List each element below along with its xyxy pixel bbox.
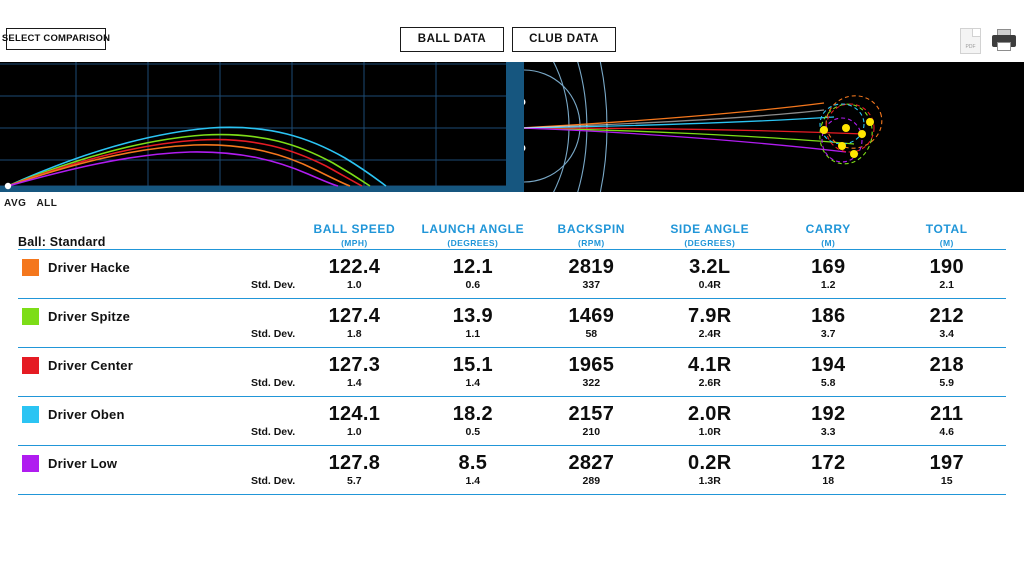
table-row[interactable] [18,446,1006,475]
club-color-swatch [22,259,39,276]
cell-backspin: 2827 [568,451,615,474]
sd-side-angle: 0.4R [698,278,721,291]
cell-ball-speed: 124.1 [328,402,381,425]
pdf-icon-label: PDF [965,44,976,50]
column-header-ball-speed-unit: (MPH) [341,238,368,248]
club-color-swatch [22,406,39,423]
sd-launch-angle: 1.4 [465,376,481,389]
cell-total: 197 [929,451,964,474]
column-header-total-name: TOTAL [925,222,968,236]
cell-carry: 172 [811,451,846,474]
cell-backspin: 2819 [568,255,615,278]
club-name: Driver Oben [48,406,125,422]
std-dev-label: Std. Dev. [250,327,296,340]
sd-side-angle: 2.4R [698,327,721,340]
cell-backspin: 2157 [568,402,615,425]
table-row-std-dev [18,426,1006,446]
table-row-std-dev [18,279,1006,299]
club-color-swatch [22,357,39,374]
top-view-svg [524,62,1024,192]
column-header-total [887,222,1006,249]
column-header-launch-angle [414,222,532,249]
column-header-total-unit: (M) [939,238,954,248]
sd-total: 15 [940,474,953,487]
column-header-side-angle-name: SIDE ANGLE [670,222,750,236]
cell-total: 211 [930,402,964,425]
column-header-side-angle-unit: (DEGREES) [684,238,736,248]
cell-side-angle: 0.2R [688,451,732,474]
tab-ball-data[interactable]: BALL DATA [400,27,504,52]
club-name: Driver Hacke [48,259,130,275]
sd-carry: 5.8 [820,376,836,389]
cell-side-angle: 4.1R [688,353,732,376]
sd-carry: 18 [822,474,835,487]
sd-backspin: 322 [582,376,601,389]
sd-backspin: 210 [582,425,601,438]
table-row[interactable] [18,348,1006,377]
column-header-side-angle [651,222,769,249]
column-header-carry-name: CARRY [805,222,851,236]
club-cell [18,348,295,377]
table-row-std-dev [18,328,1006,348]
sd-ball-speed: 1.4 [347,376,362,389]
cell-side-angle: 7.9R [688,304,732,327]
table-row[interactable] [18,397,1006,426]
cell-side-angle: 2.0R [688,402,732,425]
sd-backspin: 337 [582,278,601,291]
sd-total: 3.4 [939,327,955,340]
tab-club-data[interactable]: CLUB DATA [512,27,616,52]
legend-avg[interactable]: AVG [4,197,27,209]
club-color-swatch [22,455,39,472]
column-header-ball-speed-name: BALL SPEED [313,222,396,236]
cell-ball-speed: 127.4 [328,304,381,327]
table-row[interactable] [18,250,1006,279]
cell-carry: 192 [811,402,846,425]
stats-table-container [0,222,1024,495]
sd-launch-angle: 1.1 [465,327,481,340]
sd-ball-speed: 1.0 [347,425,362,438]
std-dev-label: Std. Dev. [250,474,296,487]
column-header-ball-speed [295,222,413,249]
cell-carry: 169 [811,255,846,278]
sd-carry: 3.3 [820,425,836,438]
column-header-backspin-name: BACKSPIN [557,222,626,236]
sd-side-angle: 1.3R [698,474,721,487]
sd-carry: 3.7 [820,327,836,340]
top-view-panel[interactable] [524,62,1024,192]
column-header-carry-unit: (M) [821,238,836,248]
cell-ball-speed: 127.3 [328,353,381,376]
cell-launch-angle: 8.5 [458,451,488,474]
cell-total: 190 [929,255,964,278]
cell-launch-angle: 15.1 [452,353,493,376]
cell-total: 212 [929,304,964,327]
cell-side-angle: 3.2L [689,255,731,278]
std-dev-label: Std. Dev. [250,376,296,389]
cell-launch-angle: 12.1 [452,255,493,278]
column-header-launch-angle-unit: (DEGREES) [447,238,499,248]
side-view-panel[interactable] [0,62,524,192]
sd-side-angle: 2.6R [698,376,721,389]
legend-all[interactable]: ALL [36,197,58,209]
cell-ball-speed: 122.4 [328,255,381,278]
table-row-std-dev [18,475,1006,495]
cell-launch-angle: 18.2 [452,402,493,425]
club-cell [18,299,295,328]
sd-ball-speed: 1.8 [347,327,362,340]
club-name: Driver Spitze [48,308,131,324]
stats-table-head [18,222,1006,249]
std-dev-label: Std. Dev. [250,425,296,438]
cell-backspin: 1469 [568,304,615,327]
club-cell [18,250,295,279]
club-name: Driver Low [48,455,118,471]
cell-backspin: 1965 [568,353,615,376]
pdf-export-button[interactable] [960,28,984,54]
sd-launch-angle: 0.6 [465,278,481,291]
view-legend [0,192,300,214]
club-color-swatch [22,308,39,325]
print-button[interactable] [992,28,1016,54]
sd-backspin: 289 [582,474,601,487]
std-dev-label: Std. Dev. [250,278,296,291]
sd-total: 2.1 [939,278,955,291]
select-comparison-button[interactable]: SELECT COMPARISON [6,28,106,50]
sd-ball-speed: 5.7 [347,474,362,487]
cell-ball-speed: 127.8 [328,451,381,474]
toolbar-actions [960,28,1016,54]
sd-side-angle: 1.0R [698,425,721,438]
sd-launch-angle: 1.4 [465,474,481,487]
side-view-svg [0,62,524,192]
column-header-backspin-unit: (RPM) [578,238,605,248]
sd-backspin: 58 [585,327,598,340]
table-row-std-dev [18,377,1006,397]
club-cell [18,397,295,426]
club-cell [18,446,295,475]
sd-total: 5.9 [939,376,955,389]
stats-table-body [18,249,1006,495]
sd-launch-angle: 0.5 [465,425,481,438]
cell-launch-angle: 13.9 [452,304,493,327]
sd-total: 4.6 [939,425,955,438]
cell-carry: 186 [811,304,846,327]
toolbar [0,0,1024,62]
column-header-backspin [532,222,650,249]
cell-carry: 194 [811,353,846,376]
table-row[interactable] [18,299,1006,328]
column-header-launch-angle-name: LAUNCH ANGLE [421,222,525,236]
pdf-icon [960,28,981,54]
column-header-carry [769,222,887,249]
sd-carry: 1.2 [820,278,836,291]
sd-ball-speed: 1.0 [347,278,362,291]
print-icon [992,28,1016,52]
cell-total: 218 [929,353,964,376]
stats-table [18,222,1006,495]
ball-type-label: Ball: Standard [18,234,106,249]
trajectory-visualization [0,62,1024,192]
club-name: Driver Center [48,357,133,373]
